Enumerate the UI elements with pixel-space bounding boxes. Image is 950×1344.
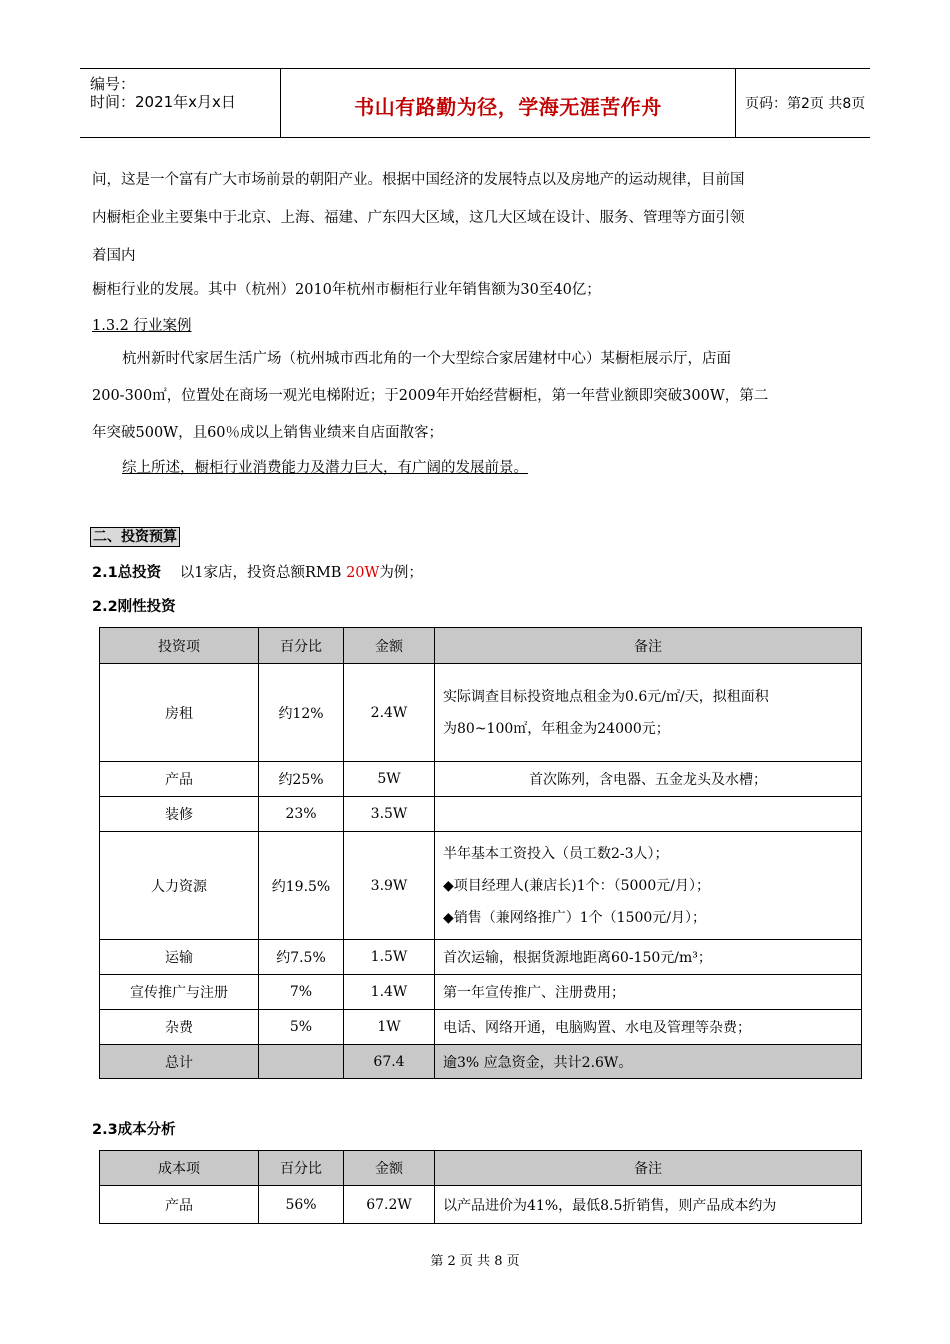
table-header-row [100, 628, 862, 664]
amount-cell: 1.4W [344, 975, 435, 1010]
percent-cell: 7% [259, 975, 344, 1010]
section-heading-investment-budget: 二、投资预算 [90, 527, 180, 547]
item-cell: 装修 [100, 797, 259, 832]
item-cell: 杂费 [100, 1010, 259, 1045]
item-cell: 人力资源 [100, 832, 259, 940]
table-row [100, 1186, 862, 1224]
note-cell [435, 664, 862, 762]
column-header: 百分比 [259, 1151, 344, 1186]
section-2-2-label: 2.2刚性投资 [92, 599, 176, 615]
percent-cell: 约25% [259, 762, 344, 797]
note-line: ◆销售（兼网络推广）1个（1500元/月）； [443, 909, 707, 926]
note-cell: 首次陈列，含电器、五金龙头及水槽； [435, 762, 862, 797]
item-cell: 产品 [100, 1186, 259, 1224]
item-cell: 宣传推广与注册 [100, 975, 259, 1010]
total-investment-suffix: 为例； [379, 565, 423, 581]
header-motto-cell [280, 69, 736, 137]
paragraph-line: 200-300㎡，位置处在商场一观光电梯附近；于2009年开始经营橱柜，第一年营业额即突破300W，第二 [92, 388, 769, 404]
amount-cell: 3.5W [344, 797, 435, 832]
note-line: 实际调查目标投资地点租金为0.6元/㎡/天，拟租面积 [443, 688, 769, 705]
total-percent-cell [259, 1045, 344, 1079]
column-header: 备注 [435, 1151, 862, 1186]
percent-cell: 56% [259, 1186, 344, 1224]
table-row [100, 940, 862, 975]
note-cell: 以产品进价为41%，最低8.5折销售，则产品成本约为 [435, 1186, 862, 1224]
rigid-investment-table [99, 627, 862, 1079]
paragraph-line: 橱柜行业的发展。其中（杭州）2010年杭州市橱柜行业年销售额为30至40亿； [92, 282, 601, 298]
page-number-label: 页码：第2页 共8页 [745, 96, 866, 112]
table-row [100, 832, 862, 940]
total-investment-amount: 20W [346, 565, 380, 581]
table-row [100, 664, 862, 762]
percent-cell: 约19.5% [259, 832, 344, 940]
percent-cell: 约7.5% [259, 940, 344, 975]
amount-cell: 67.2W [344, 1186, 435, 1224]
table-total-row [100, 1045, 862, 1079]
time-label: 时间：2021年x月x日 [90, 93, 236, 111]
note-cell: 第一年宣传推广、注册费用； [435, 975, 862, 1010]
amount-cell: 5W [344, 762, 435, 797]
header-meta-cell [80, 69, 280, 137]
column-header: 金额 [344, 628, 435, 664]
amount-cell: 1.5W [344, 940, 435, 975]
paragraph-line: 杭州新时代家居生活广场（杭州城市西北角的一个大型综合家居建材中心）某橱柜展示厅，店面 [122, 351, 731, 367]
column-header: 投资项 [100, 628, 259, 664]
amount-cell: 2.4W [344, 664, 435, 762]
note-cell: 电话、网络开通，电脑购置、水电及管理等杂费； [435, 1010, 862, 1045]
paragraph-line: 问，这是一个富有广大市场前景的朝阳产业。根据中国经济的发展特点以及房地产的运动规律，目前国 [92, 172, 745, 188]
section-2-3-label: 2.3成本分析 [92, 1122, 176, 1138]
paragraph-line: 年突破500W，且60％成以上销售业绩来自店面散客； [92, 425, 444, 441]
code-label: 编号： [90, 75, 136, 93]
header-page-cell [735, 69, 870, 137]
percent-cell: 23% [259, 797, 344, 832]
cost-analysis-table [99, 1150, 862, 1224]
total-investment-line [92, 563, 423, 583]
table-row [100, 797, 862, 832]
page-footer: 第 2 页 共 8 页 [430, 1254, 520, 1269]
table-row [100, 1010, 862, 1045]
motto-text: 书山有路勤为径，学海无涯苦作舟 [354, 95, 662, 119]
total-amount-cell: 67.4 [344, 1045, 435, 1079]
note-line: ◆项目经理人(兼店长)1个：（5000元/月）； [443, 877, 710, 894]
subsection-heading-1-3-2: 1.3.2 行业案例 [92, 318, 192, 334]
amount-cell: 1W [344, 1010, 435, 1045]
total-label-cell: 总计 [100, 1045, 259, 1079]
paragraph-line: 着国内 [92, 248, 136, 264]
column-header: 金额 [344, 1151, 435, 1186]
table-row [100, 975, 862, 1010]
item-cell: 产品 [100, 762, 259, 797]
note-line: 半年基本工资投入（员工数2-3人）； [443, 845, 669, 862]
section-2-1-label: 2.1总投资 [92, 565, 162, 581]
note-line: 为80~100㎡，年租金为24000元； [443, 720, 670, 737]
column-header: 备注 [435, 628, 862, 664]
total-investment-text: 以1家店，投资总额RMB [179, 565, 347, 581]
amount-cell: 3.9W [344, 832, 435, 940]
note-cell: 首次运输，根据货源地距离60-150元/m³； [435, 940, 862, 975]
table-row [100, 762, 862, 797]
note-cell [435, 797, 862, 832]
column-header: 成本项 [100, 1151, 259, 1186]
conclusion-paragraph: 综上所述，橱柜行业消费能力及潜力巨大，有广阔的发展前景。 [122, 460, 528, 476]
item-cell: 运输 [100, 940, 259, 975]
table-header-row [100, 1151, 862, 1186]
note-cell [435, 832, 862, 940]
document-header [80, 68, 870, 138]
paragraph-line: 内橱柜企业主要集中于北京、上海、福建、广东四大区域，这几大区域在设计、服务、管理等方面引领 [92, 210, 745, 226]
total-note-cell: 逾3% 应急资金，共计2.6W。 [435, 1045, 862, 1079]
item-cell: 房租 [100, 664, 259, 762]
percent-cell: 约12% [259, 664, 344, 762]
column-header: 百分比 [259, 628, 344, 664]
percent-cell: 5% [259, 1010, 344, 1045]
